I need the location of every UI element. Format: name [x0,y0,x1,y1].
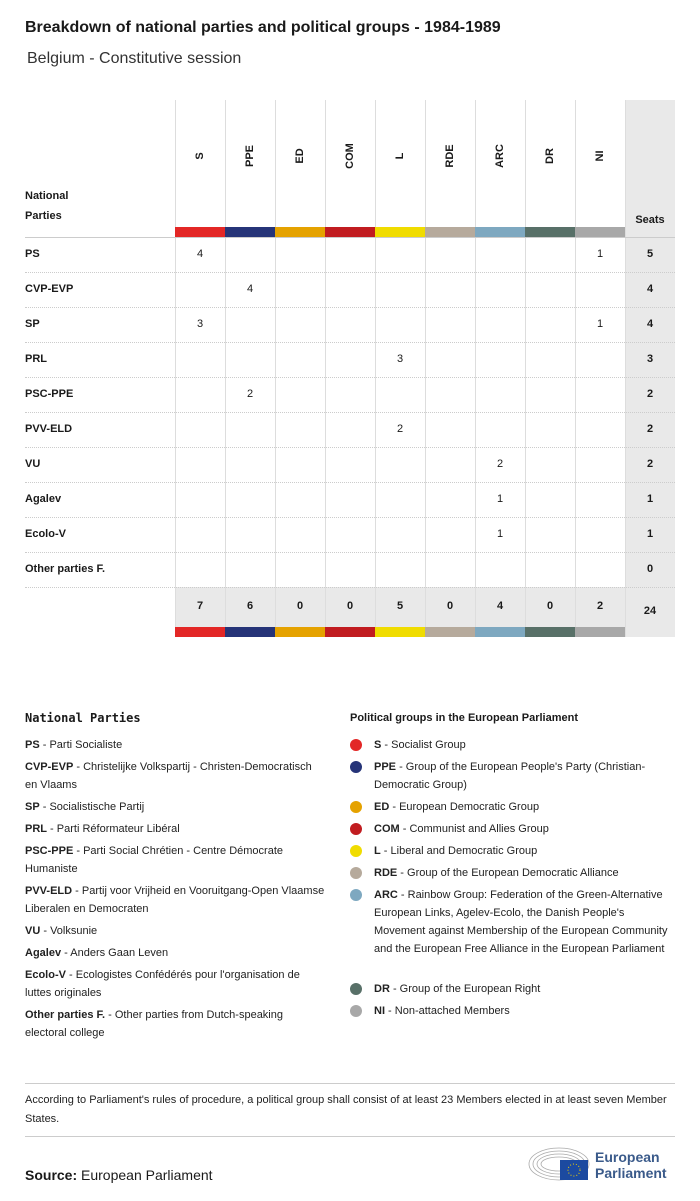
group-code: NI [374,1005,385,1017]
group-header-arc: ARC [494,144,506,168]
group-color-dot-icon [350,983,362,995]
seat-value: 4 [196,248,204,260]
group-code: RDE [374,867,398,879]
breakdown-table [25,100,675,640]
party-name: Partij voor Vrijheid en Vooruitgang-Open Vlaamse Liberalen en Democraten [25,885,325,915]
party-code: PSC-PPE [25,845,74,857]
group-color-bar [475,627,525,637]
group-legend-item: RDE - Group of the European Democratic Alliance [374,867,619,879]
seat-value: 1 [496,493,504,505]
group-total: 0 [346,600,354,612]
group-header-ppe: PPE [244,145,256,168]
party-legend-item: PRL - Parti Réformateur Libéral [25,823,180,835]
party-label: Other parties F. [25,563,106,575]
party-label: SP [25,318,40,330]
group-header-ni: NI [594,150,606,162]
ep-logo [527,1146,677,1184]
parties-legend-title: National Parties [25,711,141,725]
group-header-s: S [194,152,206,160]
group-legend-item: L - Liberal and Democratic Group [374,845,538,857]
party-name: Parti Réformateur Libéral [56,823,180,835]
party-name: Volksunie [50,925,98,937]
group-total: 2 [596,600,604,612]
party-code: Agalev [25,947,62,959]
party-code: VU [25,925,41,937]
party-code: PS [25,739,40,751]
group-name: Group of the European Democratic Alliance [407,867,619,879]
hemicycle-icon [527,1146,591,1182]
group-total: 6 [246,600,254,612]
group-color-dot-icon [350,845,362,857]
group-total: 5 [396,600,404,612]
group-header-ed: ED [294,148,306,164]
group-color-bar [325,227,375,237]
group-code: PPE [374,761,397,773]
group-legend-item: ED - European Democratic Group [374,801,540,813]
group-color-dot-icon [350,867,362,879]
divider [25,1136,675,1137]
table-row [25,307,675,342]
party-label: PRL [25,353,47,365]
group-legend-item: PPE - Group of the European People's Party (Christian-Democratic Group) [374,761,646,791]
group-color-bar [175,627,225,637]
group-color-bar [275,627,325,637]
party-legend-item: VU - Volksunie [25,925,98,937]
group-color-bar [425,627,475,637]
row-total: 2 [646,388,654,400]
party-legend-item: PSC-PPE - Parti Social Chrétien - Centre Démocrate Humaniste [25,845,283,875]
divider [25,1083,675,1084]
group-color-dot-icon [350,889,362,901]
group-name: European Democratic Group [399,801,540,813]
group-legend-item: NI - Non-attached Members [374,1005,510,1017]
chart-subtitle: Belgium - Constitutive session [27,50,242,67]
group-color-bar [525,627,575,637]
group-name: Liberal and Democratic Group [390,845,538,857]
row-total: 1 [646,528,654,540]
group-code: DR [374,983,390,995]
row-separator [25,587,675,588]
group-header-com: COM [344,143,356,169]
party-code: SP [25,801,40,813]
table-row [25,517,675,552]
party-label: CVP-EVP [25,283,74,295]
source-label: Source: [25,1167,78,1183]
group-code: ARC [374,889,398,901]
group-legend-item: S - Socialist Group [374,739,466,751]
group-color-bar [225,227,275,237]
group-color-dot-icon [350,761,362,773]
group-color-bar [225,627,275,637]
group-color-dot-icon [350,1005,362,1017]
table-row [25,342,675,377]
table-row [25,237,675,272]
seat-value: 1 [596,318,604,330]
group-legend-item: COM - Communist and Allies Group [374,823,549,835]
party-legend-item: CVP-EVP - Christelijke Volkspartij - Christen-Democratisch en Vlaams [25,761,312,791]
party-code: Ecolo-V [25,969,66,981]
party-name: Parti Social Chrétien - Centre Démocrate Humaniste [25,845,283,875]
note: According to Parliament's rules of procedure, a political group shall consist of at least 23 Members elected in at least seven Member States. [25,1094,667,1125]
party-legend-item: Other parties F. - Other parties from Dutch-speaking electoral college [25,1009,283,1039]
logo-text: European Parliament [595,1149,667,1181]
group-total: 0 [446,600,454,612]
group-color-bar [575,627,625,637]
party-name: Anders Gaan Leven [70,947,169,959]
row-total: 4 [646,283,654,295]
group-color-bar [175,227,225,237]
row-total: 0 [646,563,654,575]
party-name: Other parties from Dutch-speaking electoral college [25,1009,283,1039]
group-code: L [374,845,381,857]
group-color-bar [575,227,625,237]
row-header-label: National Parties [25,190,69,222]
table-row [25,377,675,412]
group-color-dot-icon [350,823,362,835]
party-legend-item: PVV-ELD - Partij voor Vrijheid en Vooruitgang-Open Vlaamse Liberalen en Democraten [25,885,325,915]
source [25,1167,213,1183]
table-row [25,482,675,517]
party-label: VU [25,458,41,470]
group-total: 0 [296,600,304,612]
group-total: 0 [546,600,554,612]
group-color-dot-icon [350,739,362,751]
party-code: PVV-ELD [25,885,73,897]
group-total: 4 [496,600,504,612]
party-name: Socialistische Partij [49,801,145,813]
seat-value: 2 [396,423,404,435]
group-name: Rainbow Group: Federation of the Green-Alternative European Links, Agelev-Ecolo, the Danish People's Movement against Membership of the European Community and the European Free Alliance in the European Parliament [374,889,668,955]
row-total: 5 [646,248,654,260]
group-color-bar [425,227,475,237]
group-code: S [374,739,382,751]
group-total: 7 [196,600,204,612]
chart-title: Breakdown of national parties and political groups - 1984-1989 [25,19,501,36]
seat-value: 3 [396,353,404,365]
groups-legend-title: Political groups in the European Parliament [350,712,578,724]
party-label: Agalev [25,493,62,505]
group-code: COM [374,823,400,835]
seat-value: 3 [196,318,204,330]
party-label: PSC-PPE [25,388,74,400]
seat-value: 4 [246,283,254,295]
group-color-bar [275,227,325,237]
party-label: Ecolo-V [25,528,66,540]
group-header-rde: RDE [444,144,456,168]
party-code: PRL [25,823,47,835]
group-color-bar [525,227,575,237]
group-legend-item: ARC - Rainbow Group: Federation of the Green-Alternative European Links, Agelev-Ecolo, the Danish People's Movement against Membership of the European Community and the European Free Alliance in the European Parliament [374,889,668,955]
group-color-bar [375,627,425,637]
group-name: Group of the European Right [399,983,541,995]
grand-total: 24 [643,605,657,617]
row-total: 1 [646,493,654,505]
seats-header: Seats [635,214,665,226]
seat-value: 1 [496,528,504,540]
row-total: 2 [646,423,654,435]
party-legend-item: Agalev - Anders Gaan Leven [25,947,169,959]
party-legend-item: Ecolo-V - Ecologistes Confédérés pour l'organisation de luttes originales [25,969,300,999]
seat-value: 1 [596,248,604,260]
group-color-bar [325,627,375,637]
row-total: 3 [646,353,654,365]
group-header-l: L [394,152,406,160]
table-row [25,552,675,587]
group-name: Socialist Group [391,739,466,751]
party-name: Ecologistes Confédérés pour l'organisation de luttes originales [25,969,300,999]
group-legend-item: DR - Group of the European Right [374,983,541,995]
party-code: Other parties F. [25,1009,106,1021]
row-total: 2 [646,458,654,470]
party-code: CVP-EVP [25,761,74,773]
seat-value: 2 [496,458,504,470]
table-row [25,272,675,307]
group-color-bar [475,227,525,237]
group-name: Group of the European People's Party (Christian-Democratic Group) [374,761,646,791]
group-header-dr: DR [544,148,556,164]
group-code: ED [374,801,390,813]
party-name: Christelijke Volkspartij - Christen-Democratisch en Vlaams [25,761,312,791]
table-row [25,447,675,482]
party-legend-item: SP - Socialistische Partij [25,801,145,813]
seat-value: 2 [246,388,254,400]
party-label: PVV-ELD [25,423,73,435]
row-total: 4 [646,318,654,330]
group-name: Communist and Allies Group [409,823,549,835]
party-label: PS [25,248,40,260]
group-color-dot-icon [350,801,362,813]
group-name: Non-attached Members [394,1005,510,1017]
party-name: Parti Socialiste [49,739,123,751]
party-legend-item: PS - Parti Socialiste [25,739,123,751]
group-color-bar [375,227,425,237]
table-row [25,412,675,447]
source-value: European Parliament [81,1167,213,1183]
